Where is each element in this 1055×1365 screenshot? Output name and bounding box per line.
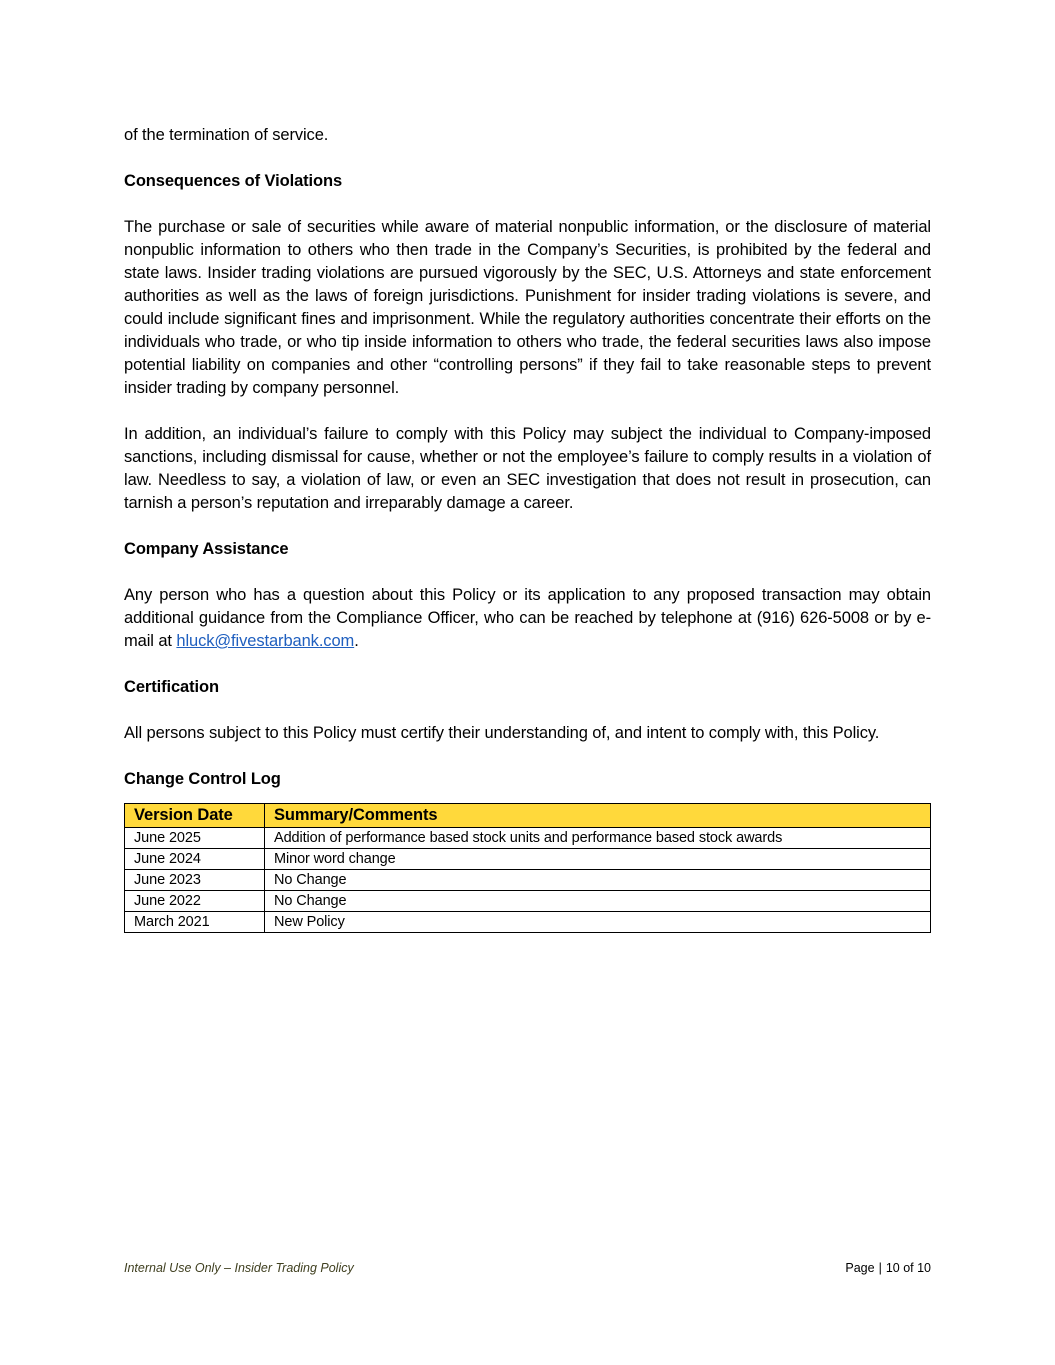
consequences-paragraph-1: The purchase or sale of securities while aware of material nonpublic information, or the disclosure of material nonpublic information to others who then trade in the Company’s Securities, is prohibited by the federal and state laws. Insider trading violations are pursued vigorously by the SEC, U.S. Attorneys and state enforcement authorities as well as the laws of foreign jurisdictions. Punishment for insider trading violations is severe, and could include significant fines and imprisonment. While the regulatory authorities concentrate their efforts on the individuals who trade, or who tip inside information to others who trade, the federal securities laws also impose potential liability on companies and other “controlling persons” if they fail to take reasonable steps to prevent insider trading by company personnel. [124,218,931,397]
assistance-heading: Company Assistance [124,540,289,558]
row-summary: No Change [265,870,931,891]
document-body [124,124,931,933]
row-date: March 2021 [125,912,265,933]
row-date: June 2024 [125,849,265,870]
table-row [125,849,931,870]
row-summary: Minor word change [265,849,931,870]
row-summary: No Change [265,891,931,912]
table-row [125,912,931,933]
assistance-text-end: . [354,632,359,650]
row-summary: Addition of performance based stock units and performance based stock awards [265,828,931,849]
row-date: June 2022 [125,891,265,912]
assistance-text: Any person who has a question about this Policy or its application to any proposed transaction may obtain additional guidance from the Compliance Officer, who can be reached by telephone at (916) 626-5008 or by e-mail at [124,586,931,650]
continuation-text: of the termination of service. [124,126,329,144]
table-row [125,870,931,891]
page-count: 10 of 10 [885,1261,931,1275]
table-row [125,828,931,849]
consequences-heading: Consequences of Violations [124,172,343,190]
page-separator: | [878,1261,882,1275]
certification-paragraph: All persons subject to this Policy must certify their understanding of, and intent to comply with, this Policy. [124,724,880,742]
consequences-paragraph-2: In addition, an individual’s failure to comply with this Policy may subject the individual to Company-imposed sanctions, including dismissal for cause, whether or not the employee’s failure to comply results in a violation of law. Needless to say, a violation of law, or even an SEC investigation that does not result in prosecution, can tarnish a person’s reputation and irreparably damage a career. [124,425,931,512]
table-header-row [125,804,931,828]
table-row [125,891,931,912]
column-header-summary: Summary/Comments [265,804,931,828]
footer-document-label: Internal Use Only – Insider Trading Policy [124,1261,354,1275]
row-summary: New Policy [265,912,931,933]
certification-heading: Certification [124,678,219,696]
page-label: Page [845,1261,875,1275]
assistance-paragraph [124,584,931,653]
change-log-table [124,803,931,933]
email-link[interactable]: hluck@fivestarbank.com [176,632,355,650]
row-date: June 2025 [125,828,265,849]
column-header-version-date: Version Date [125,804,265,828]
footer-page-number [845,1261,931,1275]
change-log-heading: Change Control Log [124,770,281,788]
row-date: June 2023 [125,870,265,891]
